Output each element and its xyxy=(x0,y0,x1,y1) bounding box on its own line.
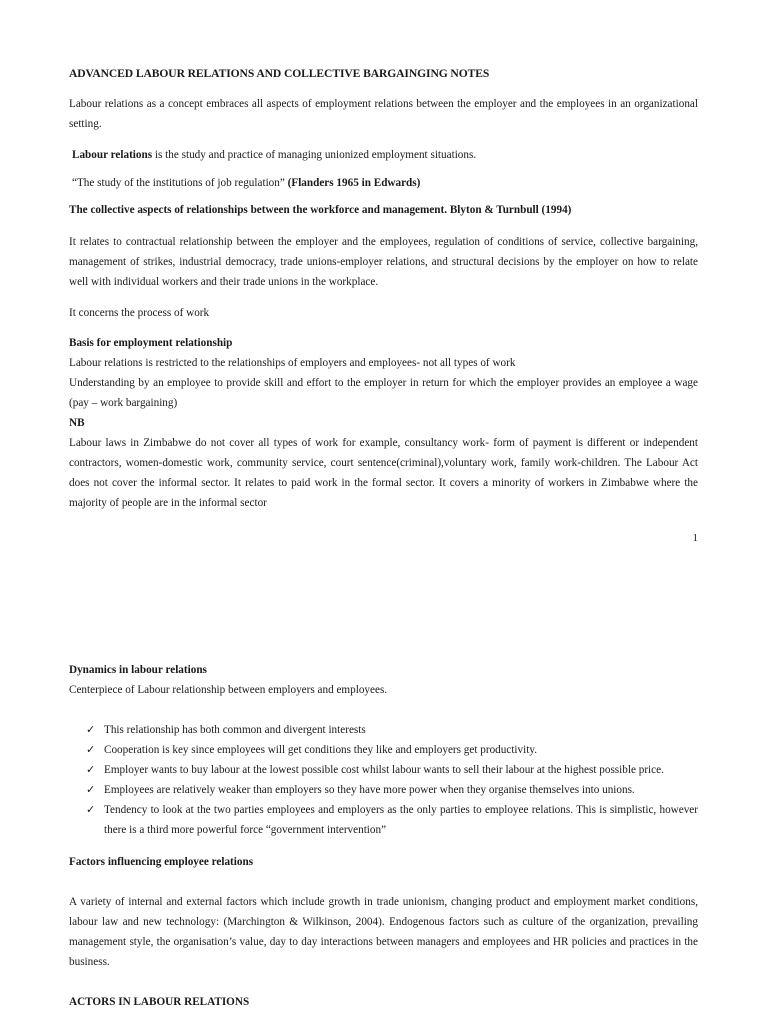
document-page-1 xyxy=(69,64,698,544)
dynamics-heading: Dynamics in labour relations xyxy=(69,664,207,676)
list-item: ✓ This relationship has both common and divergent interests xyxy=(69,720,698,740)
relates-paragraph: It relates to contractual relationship between the employer and the employees, regulation of conditions of service, collective bargaining, management of strikes, industrial democracy, trade unions-employer relations, and structural decisions by the employer on how to relate well with individual workers and their trade unions in the workplace. xyxy=(69,236,698,288)
page-number: 1 xyxy=(692,532,698,544)
checkmark-icon: ✓ xyxy=(86,723,96,736)
collective-aspects-heading: The collective aspects of relationships between the workforce and management. Blyton & Turnbull (1994) xyxy=(69,204,572,216)
definition-term: Labour relations xyxy=(72,149,153,161)
basis-line-1: Labour relations is restricted to the relationships of employers and employees- not all types of work xyxy=(69,357,516,369)
definition-text: is the study and practice of managing unionized employment situations. xyxy=(152,149,477,161)
list-item: ✓ Employees are relatively weaker than employers so they have more power when they organise themselves into unions. xyxy=(69,780,698,800)
list-item: ✓ Tendency to look at the two parties employees and employers as the only parties to employee relations. This is simplistic, however there is a third more powerful force “government intervention” xyxy=(69,800,698,840)
concerns-paragraph: It concerns the process of work xyxy=(69,307,210,319)
actors-heading: ACTORS IN LABOUR RELATIONS xyxy=(69,996,250,1008)
document-page-2 xyxy=(69,660,698,1012)
definition-paragraph xyxy=(69,145,698,165)
checkmark-icon: ✓ xyxy=(86,803,96,816)
list-item: ✓ Employer wants to buy labour at the lowest possible cost whilst labour wants to sell their labour at the highest possible price. xyxy=(69,760,698,780)
checkmark-icon: ✓ xyxy=(86,763,96,776)
basis-heading: Basis for employment relationship xyxy=(69,337,233,349)
factors-paragraph: A variety of internal and external factors which include growth in trade unionism, changing product and employment market conditions, labour law and new technology: (Marchington & Wilkinson, 2004). Endogenous factors such as culture of the organization, prevailing management style, the organisation’s value, day to day interactions between managers and employees and HR policies and practices in the business. xyxy=(69,896,698,968)
checkmark-icon: ✓ xyxy=(86,783,96,796)
quote-citation: (Flanders 1965 in Edwards) xyxy=(287,177,421,189)
quote-paragraph xyxy=(69,173,698,193)
document-title: ADVANCED LABOUR RELATIONS AND COLLECTIVE BARGAINGING NOTES xyxy=(69,67,490,80)
factors-heading: Factors influencing employee relations xyxy=(69,856,254,868)
quote-text: “The study of the institutions of job regulation” xyxy=(72,177,288,189)
basis-line-2: Understanding by an employee to provide skill and effort to the employer in return for which the employer provides an employee a wage (pay – work bargaining) xyxy=(69,377,698,409)
nb-paragraph: Labour laws in Zimbabwe do not cover all types of work for example, consultancy work- form of payment is different or independent contractors, women-domestic work, community service, court sentence(criminal),voluntary work, family work-children. The Labour Act does not cover the informal sector. It relates to paid work in the formal sector. It covers a minority of workers in Zimbabwe where the majority of people are in the informal sector xyxy=(69,437,698,509)
dynamics-intro: Centerpiece of Labour relationship between employers and employees. xyxy=(69,684,388,696)
checkmark-icon: ✓ xyxy=(86,743,96,756)
list-item: ✓ Cooperation is key since employees will get conditions they like and employers get productivity. xyxy=(69,740,698,760)
nb-heading: NB xyxy=(69,417,85,429)
intro-paragraph: Labour relations as a concept embraces all aspects of employment relations between the employer and the employees in an organizational setting. xyxy=(69,98,698,130)
dynamics-list xyxy=(69,720,698,840)
